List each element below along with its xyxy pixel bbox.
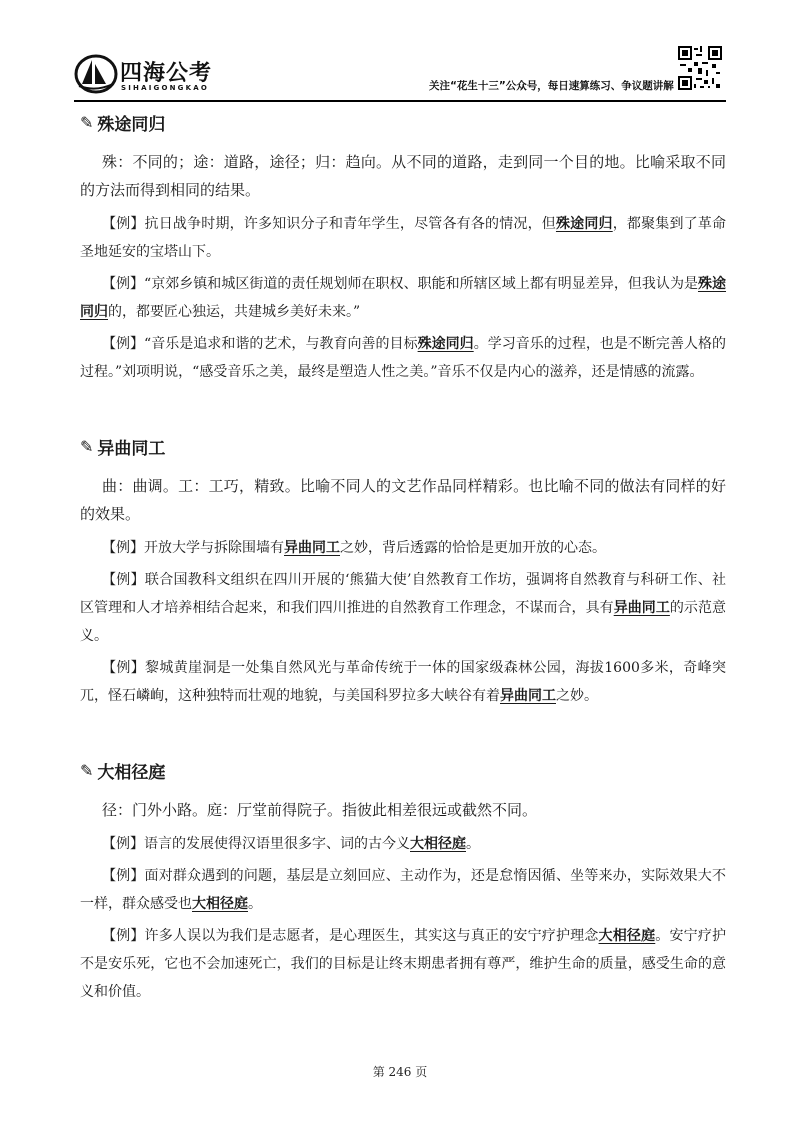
example-text: 【例】黎城黄崖洞是一处集自然风光与革命传统于一体的国家级森林公园，海拔1600多米，奇峰突兀，怪石嶙峋，这种独特而壮观的地貌，与美国科罗拉多大峡谷有着 — [80, 660, 726, 704]
example-keyword: 大相径庭 — [192, 896, 248, 912]
idiom-heading — [80, 110, 726, 134]
example-text: 【例】“音乐是追求和谐的艺术，与教育向善的目标 — [102, 336, 418, 352]
idiom-title: 异曲同工 — [97, 438, 166, 459]
example-text: 【例】许多人误以为我们是志愿者，是心理医生，其实这与真正的安宁疗护理念 — [102, 928, 599, 944]
example-item — [80, 862, 726, 918]
example-text: 的，都要匠心独运，共建城乡美好未来。” — [108, 304, 361, 320]
sail-logo-icon — [74, 54, 118, 94]
example-keyword: 殊途同归 — [80, 276, 727, 320]
example-text: 的示范意义。 — [80, 600, 727, 644]
example-text: 【例】联合国教科文组织在四川开展的‘熊猫大使’自然教育工作坊，强调将自然教育与科研工作、社区管理和人才培养相结合起来，和我们四川推进的自然教育工作理念，不谋而合，具有 — [80, 572, 726, 616]
pencil-icon: ✎ — [80, 760, 94, 780]
idiom-heading — [80, 434, 726, 458]
idiom-section — [80, 110, 726, 386]
example-keyword: 大相径庭 — [598, 928, 656, 944]
example-text: 之妙。 — [556, 688, 598, 704]
brand-subtitle: SIHAIGONGKAO — [121, 84, 210, 92]
example-text: 【例】开放大学与拆除围墙有 — [102, 540, 284, 556]
example-keyword: 异曲同工 — [284, 540, 340, 556]
header-slogan: 关注“花生十三”公众号，每日速算练习、争议题讲解 — [429, 80, 674, 92]
example-text: 。 — [466, 836, 480, 852]
example-keyword: 殊途同归 — [417, 336, 474, 352]
example-item — [80, 654, 726, 710]
example-text: 【例】“京郊乡镇和城区街道的责任规划师在职权、职能和所辖区域上都有明显差异，但我认为是 — [102, 276, 698, 292]
example-item — [80, 922, 726, 1006]
idiom-title: 殊途同归 — [97, 114, 166, 135]
example-text: 。 — [248, 896, 262, 912]
brand-name: 四海公考 — [120, 61, 213, 86]
example-keyword: 殊途同归 — [555, 216, 613, 232]
brand-logo — [74, 54, 234, 100]
page-number: 第 246 页 — [372, 1065, 428, 1079]
example-text: 【例】面对群众遇到的问题，基层是立刻回应、主动作为，还是怠惰因循、坐等来办，实际效果大不一样，群众感受也 — [80, 868, 726, 912]
example-item — [80, 270, 726, 326]
example-item — [80, 210, 726, 266]
example-keyword: 异曲同工 — [500, 688, 556, 704]
example-keyword: 大相径庭 — [410, 836, 466, 852]
example-keyword: 异曲同工 — [613, 600, 670, 616]
idiom-definition: 曲：曲调。工：工巧，精致。比喻不同人的文艺作品同样精彩。也比喻不同的做法有同样的好的效果。 — [80, 477, 726, 523]
header-divider — [74, 100, 726, 102]
idiom-section — [80, 758, 726, 1006]
example-text: 。学习音乐的过程，也是不断完善人格的过程。”刘项明说，“感受音乐之美，最终是塑造人性之美。”音乐不仅是内心的滋养，还是情感的流露。 — [80, 336, 727, 380]
idiom-heading — [80, 758, 726, 782]
page-header — [0, 0, 800, 100]
idiom-definition: 殊：不同的；途：道路，途径；归：趋向。从不同的道路，走到同一个目的地。比喻采取不同的方法而得到相同的结果。 — [80, 153, 726, 199]
example-text: ，都聚集到了革命圣地延安的宝塔山下。 — [80, 216, 727, 260]
pencil-icon: ✎ — [80, 436, 94, 456]
pencil-icon: ✎ — [80, 112, 94, 132]
example-text: 。安宁疗护不是安乐死，它也不会加速死亡，我们的目标是让终末期患者拥有尊严，维护生命的质量，感受生命的意义和价值。 — [80, 928, 727, 1000]
example-item — [80, 566, 726, 650]
idiom-title: 大相径庭 — [97, 762, 166, 783]
idiom-section — [80, 434, 726, 710]
example-item — [80, 534, 726, 562]
example-item — [80, 830, 726, 858]
qr-code-icon — [678, 46, 722, 90]
example-text: 之妙，背后透露的恰恰是更加开放的心态。 — [340, 540, 606, 556]
example-text: 【例】语言的发展使得汉语里很多字、词的古今义 — [102, 836, 410, 852]
example-text: 【例】抗日战争时期，许多知识分子和青年学生，尽管各有各的情况，但 — [102, 216, 556, 232]
page-content — [80, 104, 726, 1054]
example-item — [80, 330, 726, 386]
idiom-definition: 径：门外小路。庭：厅堂前得院子。指彼此相差很远或截然不同。 — [102, 801, 538, 819]
